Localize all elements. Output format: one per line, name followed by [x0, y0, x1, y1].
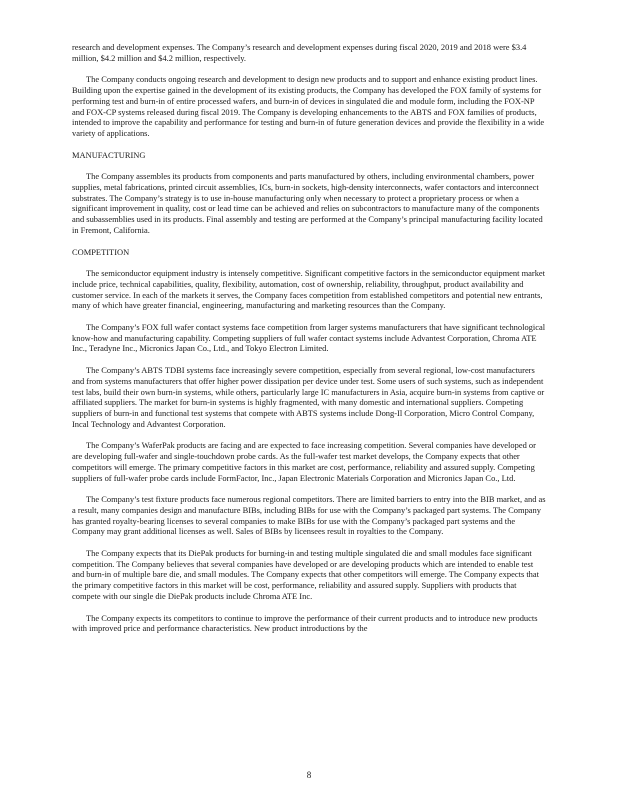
body-paragraph: The Company assembles its products from components and parts manufactured by others, including environmental chambers, power supplies, metal fabrications, printed circuit assemblies, ICs, burn-in sockets, high-density interconnects, wafer contactors and interconnect substrates. The Company’s strategy is to use in-house manufacturing only when necessary to protect a proprietary process or when a significant improvement in quality, cost or lead time can be achieved and relies on subcontractors to manufacture many of the components and subassemblies used in its products. Final assembly and testing are performed at the Company’s principal manufacturing facility located in Fremont, California. — [72, 171, 543, 235]
section-heading-manufacturing: MANUFACTURING — [72, 149, 146, 160]
body-paragraph: The Company’s FOX full wafer contact systems face competition from larger systems manufacturers that have significant technological know-how and manufacturing capability. Competing suppliers of full wafer contact systems include Advantest Corporation, Chroma ATE Inc., Teradyne Inc., Micronics Japan Co., Ltd., and Tokyo Electron Limited. — [72, 322, 546, 354]
page-number: 8 — [306, 770, 312, 780]
body-paragraph: The Company expects its competitors to continue to improve the performance of their current products and to introduce new products with improved price and performance characteristics. New product introductions by the — [72, 612, 538, 634]
body-paragraph: The semiconductor equipment industry is intensely competitive. Significant competitive factors in the semiconductor equipment market include price, technical capabilities, quality, flexibility, automation, cost of ownership, reliability, throughput, product availability and customer service. In each of the markets it serves, the Company faces competition from established competitors and potential new entrants, many of which have greater financial, engineering, manufacturing and marketing resources than the Company. — [72, 268, 546, 311]
body-paragraph: The Company conducts ongoing research and development to design new products and to support and enhance existing product lines. Building upon the expertise gained in the development of its existing products, the Company has developed the FOX family of systems for performing test and burn-in of entire processed wafers, and burn-in of devices in singulated die and module form, including the FOX-NP and FOX-CP systems released during fiscal 2019. The Company is developing enhancements to the ABTS and FOX families of products, intended to improve the capability and performance for testing and burn-in of future generation devices and provide the flexibility in a wide variety of applications. — [72, 74, 545, 138]
body-paragraph: The Company’s test fixture products face numerous regional competitors. There are limited barriers to entry into the BIB market, and as a result, many companies design and manufacture BIBs, including BIBs for use with the Company’s packaged part systems. The Company has granted royalty-bearing licenses to several companies to make BIBs for use with the Company’s packaged part systems and the Company may grant additional licenses as well. Sales of BIBs by licensees result in royalties to the Company. — [72, 494, 546, 537]
section-heading-competition: COMPETITION — [72, 246, 130, 257]
body-paragraph: The Company’s WaferPak products are facing and are expected to face increasing competition. Several companies have developed or are developing full-wafer and single-touchdown probe cards. As the full-wafer test market develops, the Company expects that other competitors will emerge. The primary competitive factors in this market are cost, performance, reliability and assured supply. Competing suppliers of full-wafer probe cards include FormFactor, Inc., Japan Electronic Materials Corporation and Micronics Japan Co., Ltd. — [72, 440, 536, 483]
body-paragraph: The Company’s ABTS TDBI systems face increasingly severe competition, especially from several regional, low-cost manufacturers and from systems manufacturers that offer higher power dissipation per device under test. Some users of such systems, such as independent test labs, build their own burn-in systems, while others, particularly large IC manufacturers in Asia, acquire burn-in systems from captive or affiliated suppliers. The market for burn-in systems is highly fragmented, with many domestic and international suppliers. Competing suppliers of burn-in and functional test systems that compete with ABTS systems include Dong-Il Corporation, Micro Control Company, Incal Technology and Advantest Corporation. — [72, 365, 545, 429]
body-paragraph: The Company expects that its DiePak products for burning-in and testing multiple singulated die and small modules face significant competition. The Company believes that several companies have developed or are developing products which are intended to enable test and burn-in of multiple bare die, and small modules. The Company expects that other competitors will emerge. The Company expects that the primary competitive factors in this market will be cost, performance, reliability and assured supply. Suppliers with products that compete with our single die DiePak products include Chroma ATE Inc. — [72, 548, 539, 601]
body-paragraph: research and development expenses. The Company’s research and development expenses during fiscal 2020, 2019 and 2018 were $3.4 million, $4.2 million and $4.2 million, respectively. — [72, 42, 527, 63]
